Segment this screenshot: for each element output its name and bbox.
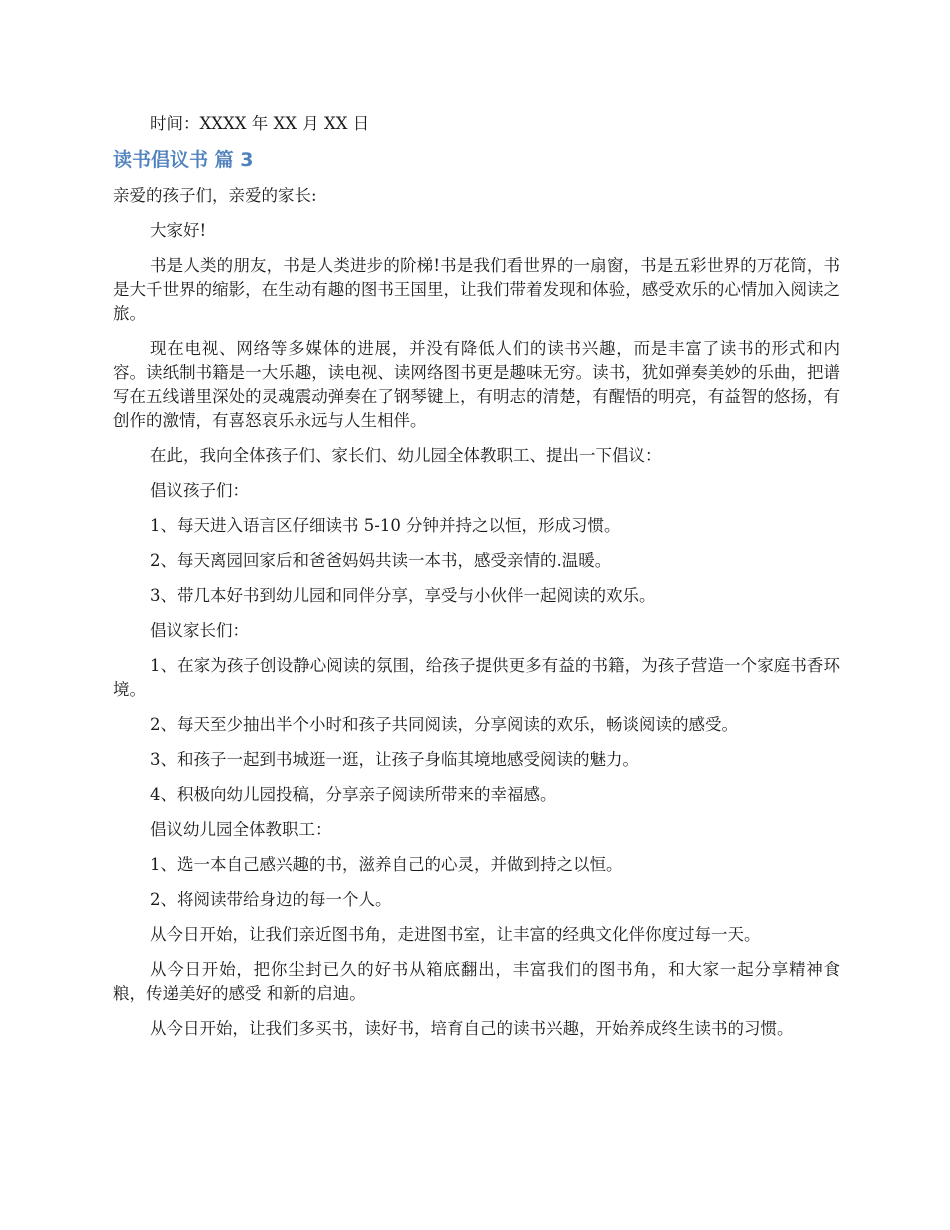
staff-proposal-item: 2、将阅读带给身边的每一个人。 [150,890,392,909]
closing-paragraph: 从今日开始，让我们多买书，读好书，培育自己的读书兴趣，开始养成终生读书的习惯。 [150,1019,794,1038]
section-heading: 读书倡议书 篇 3 [113,149,254,171]
greeting: 大家好! [150,221,207,240]
body-paragraph: 在此，我向全体孩子们、家长们、幼儿园全体教职工、提出一下倡议： [150,446,662,465]
parents-proposal-title: 倡议家长们： [150,621,249,640]
children-proposal-item: 1、每天进入语言区仔细读书 5-10 分钟并持之以恒，形成习惯。 [150,516,621,535]
parents-proposal-item: 1、在家为孩子创设静心阅读的氛围，给孩子提供更多有益的书籍，为孩子营造一个家庭书香环境。 [113,656,840,699]
parents-proposal-item: 3、和孩子一起到书城逛一逛，让孩子身临其境地感受阅读的魅力。 [150,750,639,769]
document-page [113,112,840,1052]
salutation: 亲爱的孩子们，亲爱的家长: [113,186,317,205]
staff-proposal-title: 倡议幼儿园全体教职工： [150,820,332,839]
children-proposal-item: 2、每天离园回家后和爸爸妈妈共读一本书，感受亲情的.温暖。 [150,551,612,570]
children-proposal-item: 3、带几本好书到幼儿园和同伴分享，享受与小伙伴一起阅读的欢乐。 [150,586,656,605]
parents-proposal-item: 4、积极向幼儿园投稿，分享亲子阅读所带来的幸福感。 [150,785,557,804]
body-paragraph: 现在电视、网络等多媒体的进展，并没有降低人们的读书兴趣，而是丰富了读书的形式和内容。读纸制书籍是一大乐趣，读电视、读网络图书更是趣味无穷。读书，犹如弹奏美妙的乐曲，把谱写在五线谱里深处的灵魂震动弹奏在了钢琴键上，有明志的清楚，有醒悟的明亮，有益智的悠扬，有创作的激情，有喜怒哀乐永远与人生相伴。 [113,339,840,430]
parents-proposal-item: 2、每天至少抽出半个小时和孩子共同阅读，分享阅读的欢乐，畅谈阅读的感受。 [150,715,738,734]
time-line: 时间：XXXX 年 XX 月 XX 日 [150,114,370,133]
body-paragraph: 书是人类的朋友，书是人类进步的阶梯!书是我们看世界的一扇窗，书是五彩世界的万花筒，书是大千世界的缩影，在生动有趣的图书王国里，让我们带着发现和体验，感受欢乐的心情加入阅读之旅。 [113,256,840,323]
staff-proposal-item: 1、选一本自己感兴趣的书，滋养自己的心灵，并做到持之以恒。 [150,855,623,874]
closing-paragraph: 从今日开始，把你尘封已久的好书从箱底翻出，丰富我们的图书角，和大家一起分享精神食粮，传递美好的感受 和新的启迪。 [113,960,840,1003]
closing-paragraph: 从今日开始，让我们亲近图书角，走进图书室，让丰富的经典文化伴你度过每一天。 [150,925,761,944]
children-proposal-title: 倡议孩子们： [150,481,249,500]
